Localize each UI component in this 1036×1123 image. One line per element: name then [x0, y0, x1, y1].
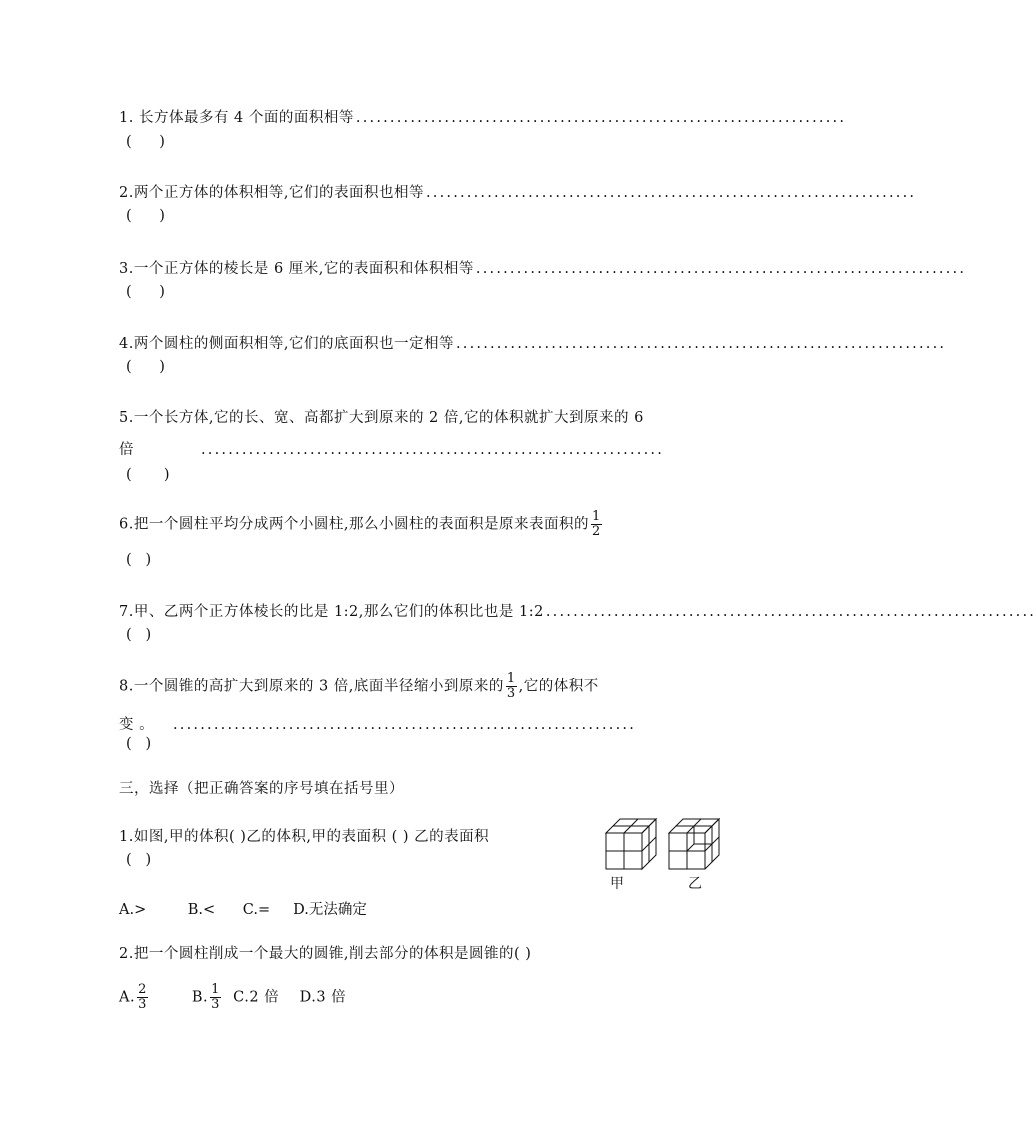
fraction-one-third: [506, 672, 517, 701]
choice-question-1: 1.如图,甲的体积( )乙的体积,甲的表面积 ( ) 乙的表面积: [119, 829, 490, 845]
answer-blank-3[interactable]: ( ): [126, 284, 165, 300]
judgement-item-6: [119, 510, 604, 539]
judgement-text-1: 1. 长方体最多有 4 个面的面积相等: [119, 110, 354, 126]
judgement-item-1: [119, 106, 847, 127]
judgement-text-2: 2.两个正方体的体积相等,它们的表面积也相等: [119, 185, 424, 201]
choice-answer-blank-1[interactable]: ( ): [126, 852, 152, 868]
judgement-text-5: 5.一个长方体,它的长、宽、高都扩大到原来的 2 倍,它的体积就扩大到原来的 6: [119, 410, 644, 426]
judgement-item-7: [119, 600, 1036, 621]
figure-label-jia: 甲: [610, 876, 624, 892]
answer-blank-8[interactable]: ( ): [126, 736, 152, 752]
judgement-text-6: 6.把一个圆柱平均分成两个小圆柱,那么小圆柱的表面积是原来表面积的: [119, 516, 589, 533]
cube-figure-jia: [605, 818, 659, 870]
choice-question-2: 2.把一个圆柱削成一个最大的圆锥,削去部分的体积是圆锥的( ): [119, 946, 532, 962]
judgement-text-8b: ,它的体积不: [518, 678, 599, 695]
figure-label-yi: 乙: [688, 876, 702, 892]
judgement-text-8-line2: 变 。: [119, 717, 155, 733]
judgement-item-4: [119, 332, 947, 353]
option-c-d: C.2 倍 D.3 倍: [222, 989, 347, 1006]
judgement-item-8: [119, 672, 599, 701]
answer-blank-1[interactable]: ( ): [126, 134, 165, 150]
judgement-item-3: [119, 257, 967, 278]
answer-blank-5[interactable]: ( ): [126, 467, 170, 483]
judgement-text-7: 7.甲、乙两个正方体棱长的比是 1:2,那么它们的体积比也是 1:2: [119, 604, 544, 620]
judgement-item-5: [119, 438, 671, 459]
leader-dots-8: ....................................................................: [173, 717, 637, 733]
choice-options-1: A.> B.< C.= D.无法确定: [119, 902, 367, 918]
fraction-denominator: 3: [506, 686, 516, 701]
leader-dots-5: ....................................................................: [201, 442, 665, 458]
fraction-denominator: 3: [211, 997, 220, 1012]
leader-dots-1: ........................................................................: [355, 110, 847, 126]
fraction-denominator: 3: [138, 997, 147, 1012]
choice-options-2: [119, 983, 346, 1012]
answer-blank-4[interactable]: ( ): [126, 359, 165, 375]
leader-dots-3: ........................................................................: [475, 261, 967, 277]
option-b-label: B.: [191, 989, 209, 1006]
fraction-numerator: 2: [138, 982, 147, 997]
leader-dots-7: ........................................................................: [545, 604, 1036, 620]
answer-blank-2[interactable]: ( ): [126, 208, 165, 224]
answer-blank-7[interactable]: ( ): [126, 627, 152, 643]
answer-blank-6[interactable]: ( ): [126, 552, 152, 568]
judgement-text-8a: 8.一个圆锥的高扩大到原来的 3 倍,底面半径缩小到原来的: [119, 678, 504, 695]
fraction-one-third-b: [210, 983, 221, 1012]
leader-dots-4: ........................................................................: [455, 336, 947, 352]
leader-dots-2: ........................................................................: [425, 185, 917, 201]
judgement-text-4: 4.两个圆柱的侧面积相等,它们的底面积也一定相等: [119, 336, 454, 352]
section-title: 三，选择（把正确答案的序号填在括号里）: [119, 781, 404, 797]
fraction-numerator: 1: [591, 509, 601, 524]
fraction-numerator: 1: [211, 982, 220, 997]
judgement-text-3: 3.一个正方体的棱长是 6 厘米,它的表面积和体积相等: [119, 261, 474, 277]
cube-figure-yi: [668, 818, 722, 870]
fraction-numerator: 1: [506, 671, 516, 686]
fraction-two-thirds: [137, 983, 148, 1012]
judgement-item-8-line2: [119, 713, 671, 734]
option-a-label: A.: [119, 989, 136, 1006]
judgement-text-5-line2: 倍: [119, 442, 134, 458]
fraction-denominator: 2: [591, 524, 601, 539]
judgement-item-2: [119, 181, 917, 202]
fraction-one-half: [591, 510, 602, 539]
